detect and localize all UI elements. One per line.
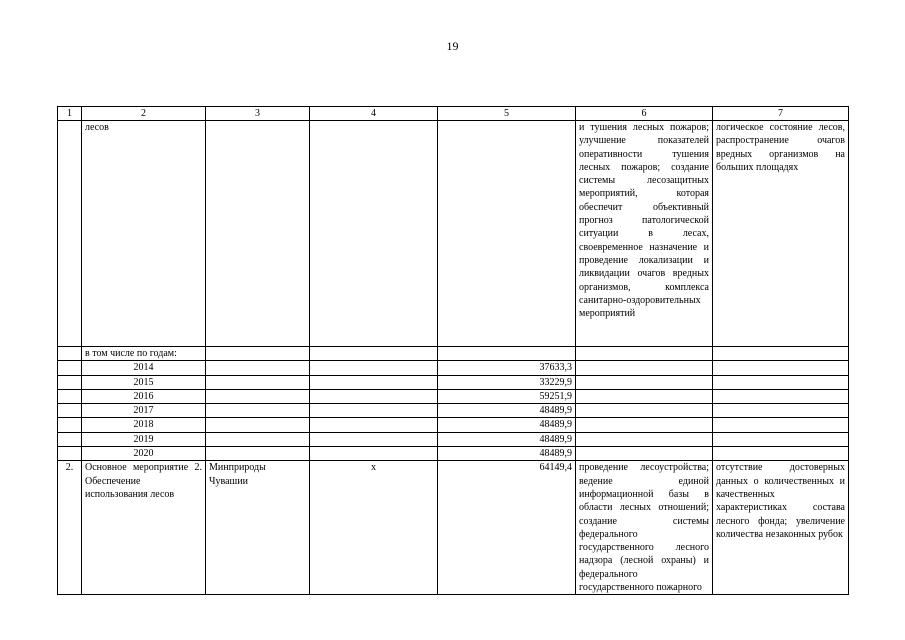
col-header-6: 6 — [576, 107, 713, 121]
table-row — [58, 432, 849, 446]
risks: отсутствие достоверных данных о количественных и качественных характеристиках состава лесного фонда; увеличение количества незаконных рубок — [713, 461, 849, 595]
empty-cell — [206, 432, 310, 446]
year-cell: 2018 — [82, 418, 206, 432]
row-number: 2. — [58, 461, 82, 595]
empty-cell — [206, 361, 310, 375]
executor: Минприроды Чувашии — [206, 461, 310, 595]
empty-cell — [713, 375, 849, 389]
table-row — [58, 121, 849, 347]
empty-cell — [310, 361, 438, 375]
col4-value: х — [310, 461, 438, 595]
year-cell: 2014 — [82, 361, 206, 375]
program-table — [57, 106, 849, 595]
empty-cell — [713, 432, 849, 446]
amount-cell: 37633,3 — [438, 361, 576, 375]
empty-cell — [206, 375, 310, 389]
amount-cell: 48489,9 — [438, 404, 576, 418]
expected-results: проведение лесоустройства; ведение единой информационной базы в области лесных отношений; создание системы федерального государственного лесного надзора (лесной охраны) и федерального государственного пожарного — [576, 461, 713, 595]
col-header-5: 5 — [438, 107, 576, 121]
amount-cell: 33229,9 — [438, 375, 576, 389]
col-header-3: 3 — [206, 107, 310, 121]
empty-cell — [58, 389, 82, 403]
table-row — [58, 404, 849, 418]
empty-cell — [310, 389, 438, 403]
amount-cell: 48489,9 — [438, 432, 576, 446]
empty-cell — [310, 418, 438, 432]
row-lesov-results: и тушения лесных пожаров; улучшение показателей оперативности тушения лесных пожаров; создание системы лесозащитных мероприятий, которая обеспечит объективный прогноз патологической ситуации в лесах, своевременное назначение и проведение локализации и ликвидации очагов вредных организмов, комплекса санитарно-оздоровительных мероприятий — [576, 121, 713, 347]
empty-cell — [713, 361, 849, 375]
amount-cell: 48489,9 — [438, 418, 576, 432]
row-lesov-name: лесов — [82, 121, 206, 347]
empty-cell — [713, 447, 849, 461]
empty-cell — [58, 432, 82, 446]
amount-cell: 64149,4 — [438, 461, 576, 595]
empty-cell — [206, 404, 310, 418]
col-header-4: 4 — [310, 107, 438, 121]
empty-cell — [576, 432, 713, 446]
empty-cell — [576, 361, 713, 375]
col-header-1: 1 — [58, 107, 82, 121]
empty-cell — [58, 404, 82, 418]
table-row — [58, 447, 849, 461]
empty-cell — [310, 447, 438, 461]
table-row — [58, 389, 849, 403]
year-cell: 2017 — [82, 404, 206, 418]
col-header-2: 2 — [82, 107, 206, 121]
empty-cell — [310, 404, 438, 418]
table-row — [58, 418, 849, 432]
empty-cell — [58, 361, 82, 375]
table-row — [58, 347, 849, 361]
year-cell: 2020 — [82, 447, 206, 461]
empty-cell — [576, 404, 713, 418]
table-row — [58, 461, 849, 595]
empty-cell — [576, 375, 713, 389]
empty-cell — [58, 447, 82, 461]
empty-cell — [713, 389, 849, 403]
empty-cell — [206, 447, 310, 461]
empty-cell — [310, 375, 438, 389]
amount-cell: 48489,9 — [438, 447, 576, 461]
year-cell: 2019 — [82, 432, 206, 446]
empty-cell — [576, 389, 713, 403]
empty-cell — [576, 418, 713, 432]
column-number-row — [58, 107, 849, 121]
empty-cell — [206, 389, 310, 403]
table-row — [58, 375, 849, 389]
row-lesov-risks: логическое состояние лесов, распространение очагов вредных организмов на больших площадях — [713, 121, 849, 347]
empty-cell — [58, 418, 82, 432]
empty-cell — [58, 375, 82, 389]
empty-cell — [713, 418, 849, 432]
empty-cell — [206, 418, 310, 432]
activity-name: Основное мероприятие 2. Обеспечение использования лесов — [82, 461, 206, 595]
col-header-7: 7 — [713, 107, 849, 121]
year-cell: 2016 — [82, 389, 206, 403]
table-row — [58, 361, 849, 375]
empty-cell — [310, 432, 438, 446]
amount-cell: 59251,9 — [438, 389, 576, 403]
years-label: в том числе по годам: — [82, 347, 206, 361]
empty-cell — [576, 447, 713, 461]
year-cell: 2015 — [82, 375, 206, 389]
page-number: 19 — [446, 39, 459, 53]
empty-cell — [713, 404, 849, 418]
